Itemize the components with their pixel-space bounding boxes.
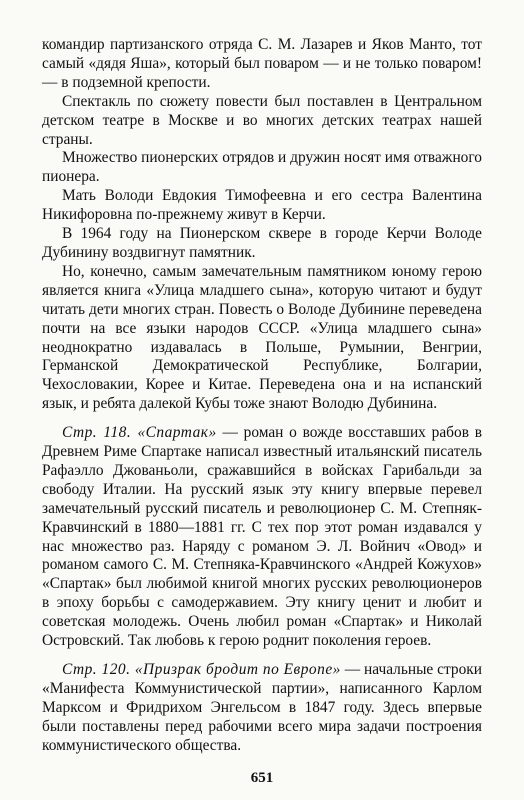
paragraph: Множество пионерских отрядов и дружин носят имя отважного пионера. (42, 149, 482, 186)
paragraph: Но, конечно, самым замечательным памятником юному герою является книга «Улица младшего сына», которую читают и будут читать дети многих стран. Повесть о Володе Дубинине переведена почти на все языки народов СССР. «Улица младшего сына» неоднократно издавалась в Польше, Румынии, Венгрии, Германской Демократической Республике, Болгарии, Чехословакии, Корее и Китае. Переведена она и на испанский язык, и ребята далекой Кубы тоже знают Володю Дубинина. (42, 262, 482, 413)
footnote-lead: Стр. 118. «Спартак» (62, 424, 217, 442)
footnote-lead: Стр. 120. «Призрак бродит по Европе» (62, 661, 341, 678)
footnote-text: — роман о вожде восставших рабов в Древнем Риме Спартаке написал известный итальянский писатель Рафаэлло Джованьоли, сражавшийся в войсках Гарибальди за свободу Италии. На русский язык эту книгу впервые перевел замечательный русский писатель и революционер С. М. Степняк-Кравчинский в 1880—1881 гг. С тех пор этот роман издавался у нас множество раз. Наряду с романом Э. Л. Войнич «Овод» и романом самого С. М. Степняка-Кравчинского «Андрей Кожухов» «Спартак» был любимой книгой многих русских революционеров в эпоху борьбы с самодержавием. Эту книгу ценит и любит и советская молодежь. Очень любил роман «Спартак» и Николай Островский. Так любовь к герою роднит поколения героев. (42, 424, 482, 650)
footnote-spartak (42, 424, 482, 651)
page-number: 651 (250, 770, 274, 786)
text-body (42, 36, 482, 756)
paragraph: командир партизанского отряда С. М. Лазарев и Яков Манто, тот самый «дядя Яша», который был поваром — и не только поваром! — в подземной крепости. (42, 36, 482, 91)
paragraph: В 1964 году на Пионерском сквере в городе Керчи Володе Дубинину воздвигнут памятник. (42, 225, 482, 261)
paragraph: Мать Володи Евдокия Тимофеевна и его сестра Валентина Никифоровна по-прежнему живут в Керчи. (42, 187, 482, 224)
footnote-text: — начальные строки «Манифеста Коммунистической партии», написанного Карлом Марксом и Фридрихом Энгельсом в 1847 году. Здесь впервые были поставлены перед рабочими всего мира задачи построения коммунистического общества. (42, 661, 482, 754)
paragraph: Спектакль по сюжету повести был поставлен в Центральном детском театре в Москве и во многих детских театрах нашей страны. (42, 92, 482, 148)
footnote-prizrak (42, 661, 482, 756)
